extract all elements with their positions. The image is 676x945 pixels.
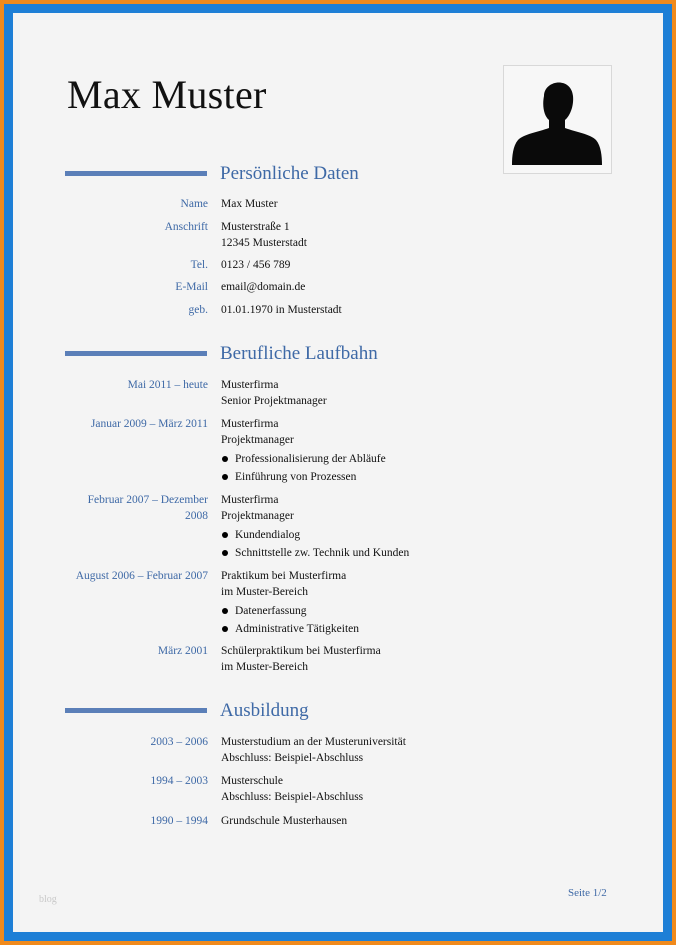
education-date-2: 1994 – 2003 <box>150 775 208 787</box>
career-entry-4-bullets <box>221 602 359 638</box>
page-number: Seite 1/2 <box>568 887 607 899</box>
list-item: Datenerfassung <box>221 602 359 620</box>
value-phone: 0123 / 456 789 <box>221 259 291 271</box>
education-entry-2: Musterschule Abschluss: Beispiel-Abschluss <box>221 775 364 803</box>
person-silhouette-icon <box>504 66 611 173</box>
career-date-3: Februar 2007 – Dezember 2008 <box>87 494 208 522</box>
list-item: Professionalisierung der Abläufe <box>221 450 386 468</box>
cv-page <box>13 13 663 932</box>
education-entry-1: Musterstudium an der Musteruniversität Abschluss: Beispiel-Abschluss <box>221 736 406 764</box>
education-entry-3: Grundschule Musterhausen <box>221 815 348 827</box>
value-email[interactable]: email@domain.de <box>221 281 306 293</box>
profile-photo <box>503 65 612 174</box>
career-entry-3: Musterfirma Projektmanager Kundendialog Schnittstelle zw. Technik und Kunden <box>221 492 409 562</box>
career-entry-5: Schülerpraktikum bei Musterfirma im Muster-Bereich <box>221 645 381 673</box>
label-address: Anschrift <box>164 221 208 233</box>
watermark: blog <box>39 894 57 905</box>
label-phone: Tel. <box>190 259 208 271</box>
career-entry-3-bullets <box>221 526 409 562</box>
section-bar-career <box>65 351 207 356</box>
career-entry-2: Musterfirma Projektmanager Professionalisierung der Abläufe Einführung von Prozessen <box>221 416 386 486</box>
career-date-2: Januar 2009 – März 2011 <box>90 418 208 430</box>
career-date-5: März 2001 <box>157 645 208 657</box>
value-address: Musterstraße 1 12345 Musterstadt <box>221 221 307 249</box>
career-entry-1: Musterfirma Senior Projektmanager <box>221 379 327 407</box>
list-item: Schnittstelle zw. Technik und Kunden <box>221 544 409 562</box>
label-email: E-Mail <box>175 281 208 293</box>
value-birth: 01.01.1970 in Musterstadt <box>221 304 342 316</box>
section-title-personal: Persönliche Daten <box>220 163 359 184</box>
career-entry-2-bullets <box>221 450 386 486</box>
education-date-1: 2003 – 2006 <box>150 736 208 748</box>
section-bar-personal <box>65 171 207 176</box>
value-name: Max Muster <box>221 198 278 210</box>
page-title: Max Muster <box>67 72 267 117</box>
list-item: Kundendialog <box>221 526 409 544</box>
education-date-3: 1990 – 1994 <box>150 815 208 827</box>
career-date-1: Mai 2011 – heute <box>127 379 208 391</box>
list-item: Administrative Tätigkeiten <box>221 620 359 638</box>
section-bar-education <box>65 708 207 713</box>
label-birth: geb. <box>188 304 208 316</box>
career-date-4: August 2006 – Februar 2007 <box>75 570 208 582</box>
career-entry-4: Praktikum bei Musterfirma im Muster-Bereich Datenerfassung Administrative Tätigkeiten <box>221 568 359 638</box>
list-item: Einführung von Prozessen <box>221 468 386 486</box>
section-title-education: Ausbildung <box>220 700 309 721</box>
label-name: Name <box>180 198 208 210</box>
section-title-career: Berufliche Laufbahn <box>220 343 378 364</box>
